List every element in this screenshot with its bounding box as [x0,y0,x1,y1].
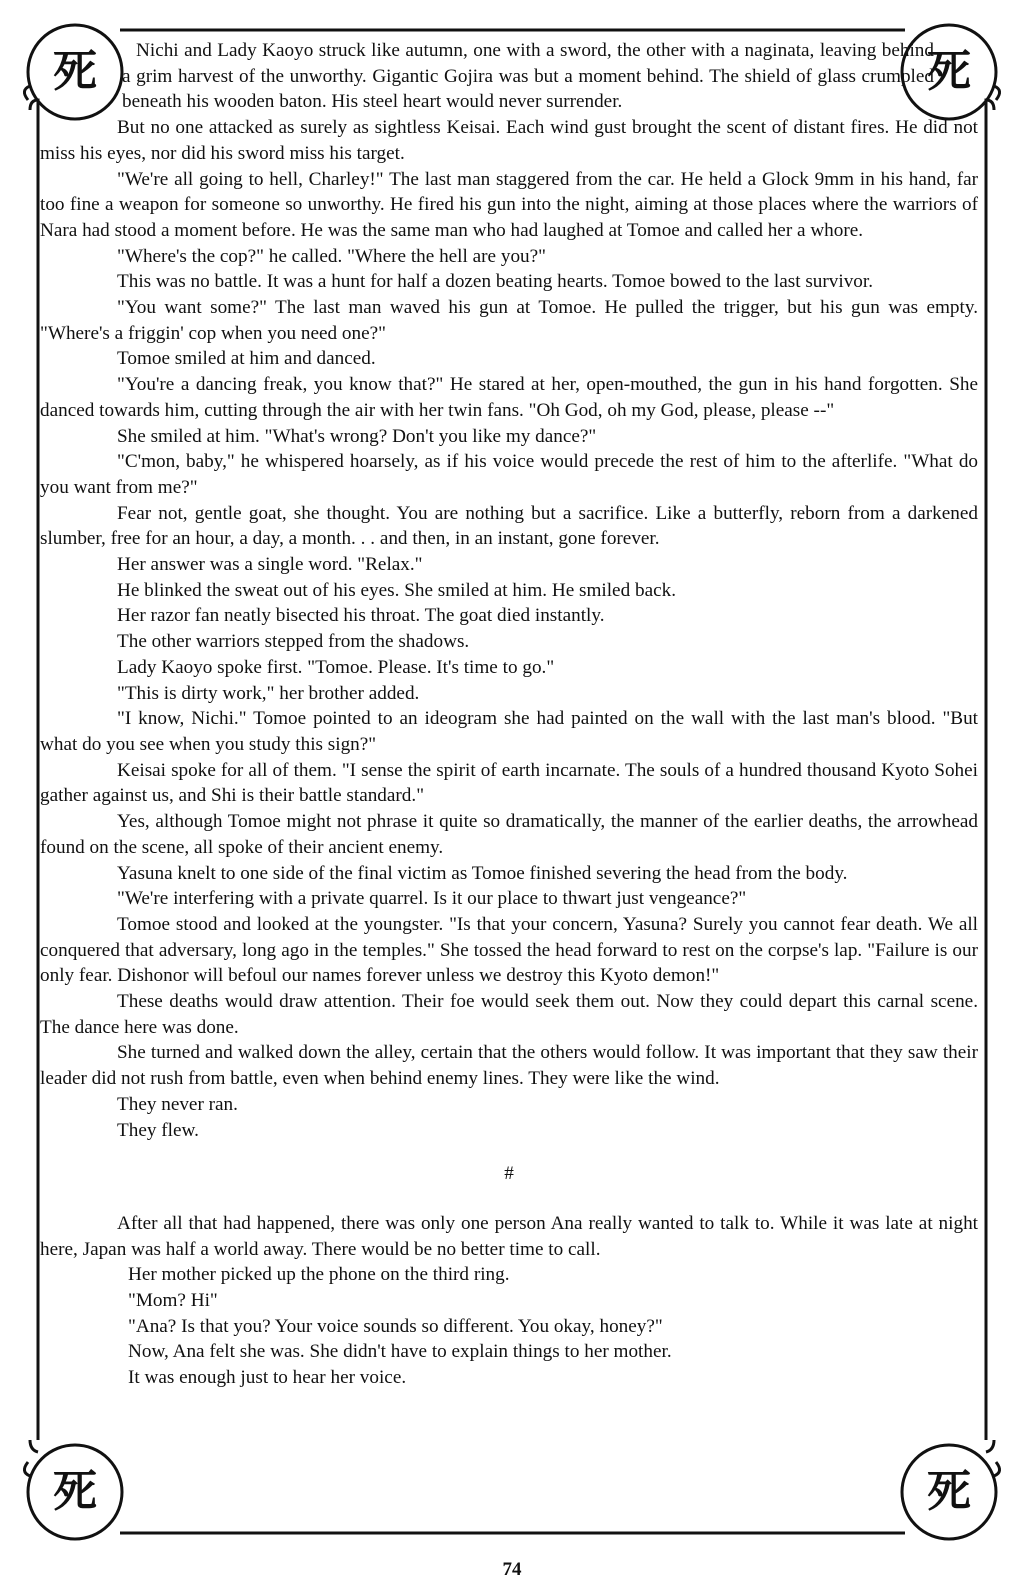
paragraph: Tomoe smiled at him and danced. [117,348,376,370]
paragraph: They never ran. [117,1093,238,1115]
paragraph: She turned and walked down the alley, certain that the others would follow. It was important that they saw their leader did not rush from battle, even when behind enemy lines. They were like the wind. [40,1042,978,1090]
body-text [40,38,978,1391]
paragraph: "Mom? Hi" [128,1290,218,1312]
paragraph: Lady Kaoyo spoke first. "Tomoe. Please. It's time to go." [117,656,555,678]
paragraph: Nichi and Lady Kaoyo struck like autumn, one with a sword, the other with a naginata, leaving behind a grim harvest of the unworthy. Gigantic Gojira was but a moment behind. The shield of glass crumpled beneath his wooden baton. His steel heart would never surrender. [122,40,934,113]
paragraph: Her answer was a single word. "Relax." [117,554,423,576]
section-break: # [504,1163,514,1185]
paragraph: They flew. [117,1119,199,1141]
paragraph: These deaths would draw attention. Their foe would seek them out. Now they could depart this carnal scene. The dance here was done. [40,991,978,1038]
paragraph: "We're all going to hell, Charley!" The last man staggered from the car. He held a Glock 9mm in his hand, far too fine a weapon for someone so unworthy. He fired his gun into the night, aiming at those places where the warriors of Nara had stood a moment before. He was the same man who had laughed at Tomoe and called her a whore. [40,168,978,241]
paragraph: "Ana? Is that you? Your voice sounds so different. You okay, honey?" [128,1315,663,1337]
paragraph: Now, Ana felt she was. She didn't have to explain things to her mother. [128,1341,672,1363]
corner-kanji-top-right: 死 [927,46,971,97]
corner-kanji-bottom-right: 死 [927,1466,971,1517]
paragraph: "We're interfering with a private quarrel. Is it our place to thwart just vengeance?" [117,888,747,910]
paragraph: "You want some?" The last man waved his gun at Tomoe. He pulled the trigger, but his gun was empty. "Where's a friggin' cop when you need one?" [40,297,978,344]
paragraph: Keisai spoke for all of them. "I sense the spirit of earth incarnate. The souls of a hundred thousand Kyoto Sohei gather against us, and Shi is their battle standard." [40,759,978,807]
paragraph: Fear not, gentle goat, she thought. You are nothing but a sacrifice. Like a butterfly, reborn from a darkened slumber, free for an hour, a day, a month. . . and then, in an instant, gone forever. [40,502,978,550]
paragraph: Yasuna knelt to one side of the final victim as Tomoe finished severing the head from the body. [117,862,848,884]
paragraph: He blinked the sweat out of his eyes. She smiled at him. He smiled back. [117,579,676,601]
paragraph: It was enough just to hear her voice. [128,1367,407,1389]
paragraph: "I know, Nichi." Tomoe pointed to an ideogram she had painted on the wall with the last man's blood. "But what do you see when you study this sign?" [40,708,978,755]
paragraph: Tomoe stood and looked at the youngster. "Is that your concern, Yasuna? Surely you cannot fear death. We all conquered that adversary, long ago in the temples." She tossed the head forward to rest on the corpse's lap. "Failure is our only fear. Dishonor will befoul our names forever unless we destroy this Kyoto demon!" [40,913,978,987]
corner-kanji-top-left: 死 [53,46,97,97]
paragraph: "Where's the cop?" he called. "Where the hell are you?" [117,245,546,267]
paragraph: Yes, although Tomoe might not phrase it quite so dramatically, the manner of the earlier deaths, the arrowhead found on the scene, all spoke of their ancient enemy. [40,811,978,858]
paragraph: Her mother picked up the phone on the third ring. [128,1264,510,1286]
paragraph: This was no battle. It was a hunt for half a dozen beating hearts. Tomoe bowed to the last survivor. [117,271,874,293]
paragraph: Her razor fan neatly bisected his throat. The goat died instantly. [117,605,605,627]
paragraph: The other warriors stepped from the shadows. [117,631,470,653]
paragraph: But no one attacked as surely as sightless Keisai. Each wind gust brought the scent of distant fires. He did not miss his eyes, nor did his sword miss his target. [40,117,978,164]
paragraph: She smiled at him. "What's wrong? Don't you like my dance?" [117,425,597,447]
page-number: 74 [502,1559,522,1580]
paragraph: After all that had happened, there was only one person Ana really wanted to talk to. While it was late at night here, Japan was half a world away. There would be no better time to call. [40,1212,978,1260]
paragraph: "You're a dancing freak, you know that?" He stared at her, open-mouthed, the gun in his hand forgotten. She danced towards him, cutting through the air with her twin fans. "Oh God, oh my God, please, please --" [40,374,978,421]
paragraph: "This is dirty work," her brother added. [117,682,420,704]
corner-kanji-bottom-left: 死 [53,1466,97,1517]
paragraph: "C'mon, baby," he whispered hoarsely, as if his voice would precede the rest of him to the afterlife. "What do you want from me?" [40,451,978,498]
